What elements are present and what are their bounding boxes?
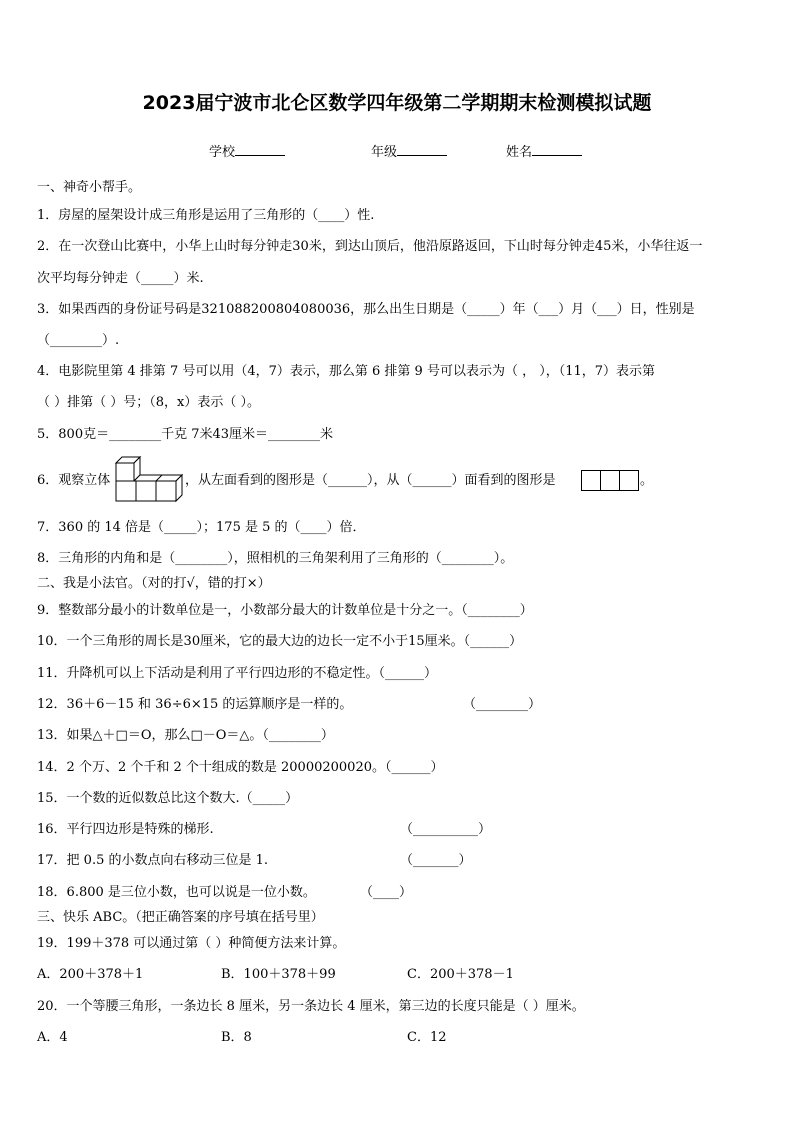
name-label: 姓名 [506,145,533,160]
school-label: 学校 [209,145,236,160]
question-19-option-b[interactable]: B．100＋378＋99 [221,967,336,982]
grade-blank[interactable] [397,143,447,156]
page-title: 2023届宁波市北仑区数学四年级第二学期期末检测模拟试题 [142,92,652,114]
question-6-end: 。 [640,473,654,488]
question-20-option-c[interactable]: C．12 [407,1030,447,1045]
section-1-heading: 一、神奇小帮手。 [37,180,142,195]
question-7: 7．360 的 14 倍是（_____）；175 是 5 的（____）倍． [37,520,366,535]
question-6-prefix: 6．观察立体 [37,473,111,488]
question-1: 1．房屋的屋架设计成三角形是运用了三角形的（____）性. [37,208,375,223]
question-4-line-1: 4．电影院里第 4 排第 7 号可以用（4，7）表示，那么第 6 排第 9 号可以表示为（ ， ），（11，7）表示第 [37,364,656,379]
section-2-heading: 二、我是小法官。（对的打√，错的打×） [37,576,271,591]
question-17: 17．把 0.5 的小数点向右移动三位是 1. [37,853,269,868]
stacked-cubes-icon [114,455,184,503]
question-16: 16．平行四边形是特殊的梯形. [37,822,214,837]
name-blank[interactable] [532,143,582,156]
question-16-answer[interactable]: （__________） [400,822,492,837]
question-6-text: ，从左面看到的图形是（______），从（______）面看到的图形是 [185,473,556,488]
question-20-option-b[interactable]: B．8 [221,1030,252,1045]
question-20-option-a[interactable]: A．4 [37,1030,68,1045]
question-19-option-c[interactable]: C．200＋378－1 [407,967,514,982]
question-12: 12．36＋6－15 和 36÷6×15 的运算顺序是一样的。 [37,697,353,712]
question-5: 5．800克＝________千克 7米43厘米＝________米 [37,427,334,442]
question-8: 8．三角形的内角和是（________），照相机的三角架利用了三角形的（________）。 [37,551,514,566]
question-19-option-a[interactable]: A．200＋378＋1 [37,967,144,982]
question-3-line-2: （________）. [37,333,120,348]
question-10: 10．一个三角形的周长是30厘米，它的最大边的边长一定不小于15厘米。（______） [37,634,523,649]
grade-label: 年级 [371,145,398,160]
name-field [506,141,582,160]
question-15: 15．一个数的近似数总比这个数大.（_____） [37,791,299,806]
question-13: 13．如果△＋□＝O，那么□－O＝△。（________） [37,728,334,743]
school-field [209,141,285,160]
question-18-answer[interactable]: （____） [360,885,413,900]
three-squares-row-icon [581,470,641,492]
question-18: 18．6.800 是三位小数，也可以说是一位小数。 [37,885,316,900]
question-9: 9．整数部分最小的计数单位是一，小数部分最大的计数单位是十分之一。（________） [37,603,533,618]
school-blank[interactable] [235,143,285,156]
section-3-heading: 三、快乐 ABC。（把正确答案的序号填在括号里） [37,910,324,925]
question-2-line-2: 次平均每分钟走（_____）米. [37,271,204,286]
question-11: 11．升降机可以上下活动是利用了平行四边形的不稳定性。（______） [37,666,438,681]
question-19: 19．199＋378 可以通过第（ ）种简便方法来计算。 [37,936,346,951]
question-2-line-1: 2．在一次登山比赛中，小华上山时每分钟走30米，到达山顶后，他沿原路返回，下山时每分钟走45米，小华往返一 [37,239,703,254]
question-14: 14．2 个万、2 个千和 2 个十组成的数是 20000200020。（______） [37,760,444,775]
question-4-line-2: （ ）排第（ ）号；（8，x）表示（ ）。 [37,395,260,410]
question-3-line-1: 3．如果西西的身份证号码是321088200804080036，那么出生日期是（_____）年（___）月（___）日，性别是 [37,302,695,317]
question-12-answer[interactable]: （________） [463,697,542,712]
grade-field [371,141,447,160]
question-17-answer[interactable]: （_______） [400,853,472,868]
question-20: 20．一个等腰三角形，一条边长 8 厘米，另一条边长 4 厘米，第三边的长度只能是（ ）厘米。 [37,999,585,1014]
